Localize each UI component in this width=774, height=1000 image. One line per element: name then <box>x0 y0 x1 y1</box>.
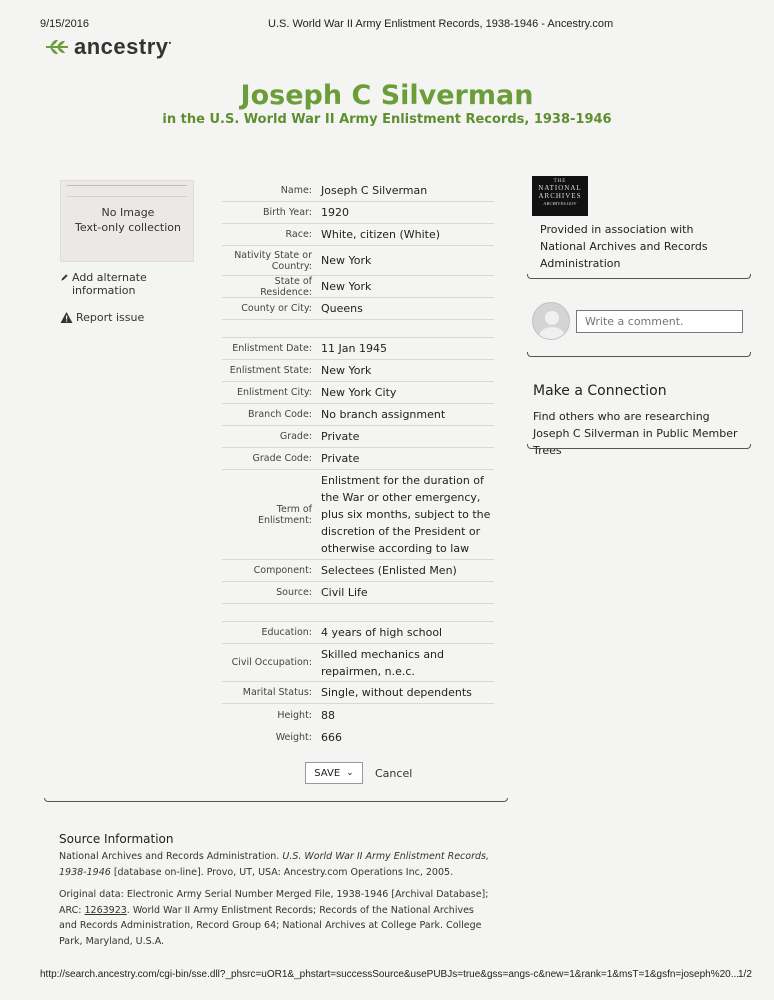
record-value: 11 Jan 1945 <box>321 342 387 355</box>
record-label: Source: <box>276 587 312 598</box>
pencil-icon <box>60 271 69 284</box>
record-label: Marital Status: <box>242 687 312 698</box>
record-row <box>222 276 494 298</box>
record-value: 88 <box>321 708 335 722</box>
record-row <box>222 338 494 360</box>
record-group-background <box>222 622 494 748</box>
record-spacer <box>222 604 494 622</box>
record-value: Single, without dependents <box>321 686 472 699</box>
record-value: Queens <box>321 302 363 315</box>
record-row <box>222 704 494 726</box>
arc-link[interactable]: 1263923 <box>84 904 127 916</box>
record-label: Race: <box>285 229 312 240</box>
save-label: SAVE <box>314 767 341 779</box>
record-row <box>222 382 494 404</box>
make-connection-link[interactable]: Find others who are researching Joseph C Silverman in Public Member Trees <box>533 410 738 457</box>
record-value: New York <box>321 254 372 267</box>
record-value: Private <box>321 452 360 465</box>
faded-image-lines <box>67 185 187 197</box>
record-value: New York <box>321 364 372 377</box>
add-alternate-label: Add alternate information <box>71 271 147 297</box>
record-value: 666 <box>321 730 342 744</box>
record-label: Component: <box>253 565 312 576</box>
record-value: Civil Life <box>321 586 368 599</box>
record-row <box>222 470 494 560</box>
record-label: Nativity State or Country: <box>234 249 312 272</box>
add-alternate-info-link[interactable] <box>60 271 170 297</box>
chevron-down-icon: ⌄ <box>346 768 354 778</box>
record-value: Skilled mechanics and repairmen, n.e.c. <box>321 647 445 678</box>
record-value: 1920 <box>321 206 349 219</box>
record-label: Name: <box>280 185 312 196</box>
avatar <box>532 302 570 340</box>
record-group-enlistment <box>222 338 494 604</box>
record-row <box>222 726 494 748</box>
record-image-placeholder <box>60 180 194 262</box>
record-label: Education: <box>261 627 312 638</box>
page-title: Joseph C Silverman <box>240 80 534 111</box>
record-label: State of Residence: <box>260 275 312 298</box>
sidebar-divider <box>527 352 751 357</box>
record-actions <box>305 762 412 784</box>
record-row <box>222 224 494 246</box>
provided-in-association-text: Provided in association with National Archives and Records Administration <box>540 223 708 270</box>
cancel-link[interactable]: Cancel <box>375 766 413 780</box>
print-page-title: U.S. World War II Army Enlistment Records, 1938-1946 - Ancestry.com <box>268 18 614 30</box>
save-button[interactable] <box>305 762 363 784</box>
warning-icon <box>60 311 73 324</box>
record-value: Joseph C Silverman <box>321 184 428 197</box>
record-row <box>222 180 494 202</box>
record-label: Height: <box>277 709 312 721</box>
record-row <box>222 298 494 320</box>
record-group-personal <box>222 180 494 320</box>
record-row <box>222 582 494 604</box>
record-value: New York City <box>321 386 397 399</box>
national-archives-logo[interactable]: THE NATIONAL ARCHIVES ARCHIVES.GOV <box>532 176 588 216</box>
record-row <box>222 246 494 276</box>
record-label: Term of Enlistment: <box>257 503 312 526</box>
print-footer-url: http://search.ancestry.com/cgi-bin/sse.dll?_phsrc=uOR1&_phstart=successSource&usePUBJs=true&gss=angs-c&new=1&rank=1&msT=1&gsfn=joseph%20... <box>40 969 740 980</box>
logo-wordmark: ancestry• <box>74 34 172 59</box>
record-value: New York <box>321 280 372 293</box>
record-label: Birth Year: <box>263 207 312 218</box>
source-heading: Source Information <box>59 832 174 846</box>
original-data-citation: Original data: Electronic Army Serial Number Merged File, 1938-1946 [Archival Database]; ARC: 1263923. World War II Army Enlistment Records; Records of the National Archives and Records Administration, Record Group 64; National Archives at College Park. College Park, Maryland, U.S.A. <box>59 889 489 947</box>
record-label: Grade Code: <box>252 453 312 464</box>
report-issue-label: Report issue <box>76 311 145 324</box>
record-row <box>222 202 494 224</box>
print-date: 9/15/2016 <box>40 18 89 30</box>
record-label: Enlistment State: <box>229 365 312 376</box>
avatar-body-icon <box>539 327 565 340</box>
sidebar-divider <box>527 444 751 449</box>
no-image-label: No Image <box>101 206 155 219</box>
record-row <box>222 644 494 682</box>
record-value: Enlistment for the duration of the War or other emergency, plus six months, subject to the discretion of the President or otherwise according to law <box>321 474 491 555</box>
record-row <box>222 426 494 448</box>
record-value: Private <box>321 430 360 443</box>
make-connection-heading: Make a Connection <box>533 383 667 399</box>
record-label: Enlistment City: <box>237 387 312 398</box>
record-label: Enlistment Date: <box>232 343 312 354</box>
record-row <box>222 360 494 382</box>
leaf-icon <box>44 36 70 58</box>
record-spacer <box>222 320 494 338</box>
record-row <box>222 682 494 704</box>
section-divider <box>44 798 508 802</box>
ancestry-logo[interactable] <box>44 34 172 60</box>
sidebar-divider <box>527 274 751 279</box>
report-issue-link[interactable] <box>60 311 144 324</box>
record-label: Civil Occupation: <box>231 657 312 668</box>
record-value: 4 years of high school <box>321 626 443 639</box>
source-information <box>59 832 489 949</box>
record-label: Branch Code: <box>247 409 312 420</box>
record-value: White, citizen (White) <box>321 228 441 241</box>
record-row <box>222 622 494 644</box>
comment-input[interactable] <box>576 310 743 333</box>
record-label: Weight: <box>275 731 312 743</box>
record-label: Grade: <box>279 431 312 442</box>
source-citation: National Archives and Records Administration. U.S. World War II Army Enlistment Records, 1938-1946 [database on-line]. Provo, UT, USA: Ancestry.com Operations Inc, 2005. <box>59 851 489 878</box>
page-subtitle: in the U.S. World War II Army Enlistment Records, 1938-1946 <box>162 112 612 127</box>
record-value: Selectees (Enlisted Men) <box>321 564 457 577</box>
record-label: County or City: <box>241 303 312 314</box>
record-row <box>222 404 494 426</box>
record-value: No branch assignment <box>321 408 446 421</box>
record-row <box>222 560 494 582</box>
print-page-number: 1/2 <box>738 969 752 980</box>
record-row <box>222 448 494 470</box>
avatar-head-icon <box>545 311 559 325</box>
record-details-table <box>222 180 494 748</box>
text-only-label: Text-only collection <box>75 221 181 234</box>
